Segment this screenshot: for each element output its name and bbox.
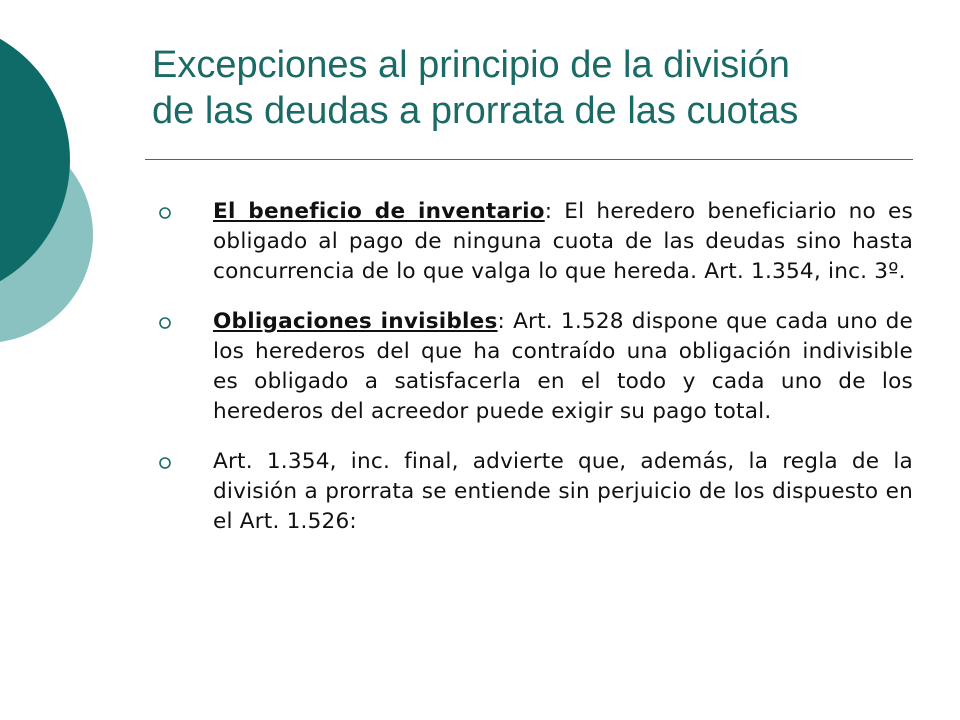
title-line-2: de las deudas a prorrata de las cuotas [152,90,799,132]
bullet-lead: El beneficio de inventario [213,199,545,224]
bullet-text [213,447,913,537]
bullet-item [158,447,913,537]
decorative-circles [0,0,160,420]
bullet-item [158,197,913,287]
hollow-circle-bullet-icon [158,316,172,330]
bullet-text [213,197,913,287]
bullet-body: : El heredero beneficiario no es obligado al pago de ninguna cuota de las deudas sino hasta concurrencia de lo que valga lo que hereda. Art. 1.354, inc. 3º. [213,199,913,284]
hollow-circle-bullet-icon [158,206,172,220]
bullet-text [213,307,913,427]
bullet-body: : Art. 1.528 dispone que cada uno de los herederos del que ha contraído una obligación indivisible es obligado a satisfacerla en el todo y cada uno de los herederos del acreedor puede exigir su pago total. [213,309,913,424]
slide-title [152,42,912,134]
title-line-1: Excepciones al principio de la división [152,44,790,86]
bullet-lead: Obligaciones invisibles [213,309,498,334]
bullet-list [158,197,913,557]
bullet-item [158,307,913,427]
title-divider [145,159,913,160]
bullet-body: Art. 1.354, inc. final, advierte que, además, la regla de la división a prorrata se entiende sin perjuicio de los dispuesto en el Art. 1.526: [213,449,913,534]
hollow-circle-bullet-icon [158,456,172,470]
